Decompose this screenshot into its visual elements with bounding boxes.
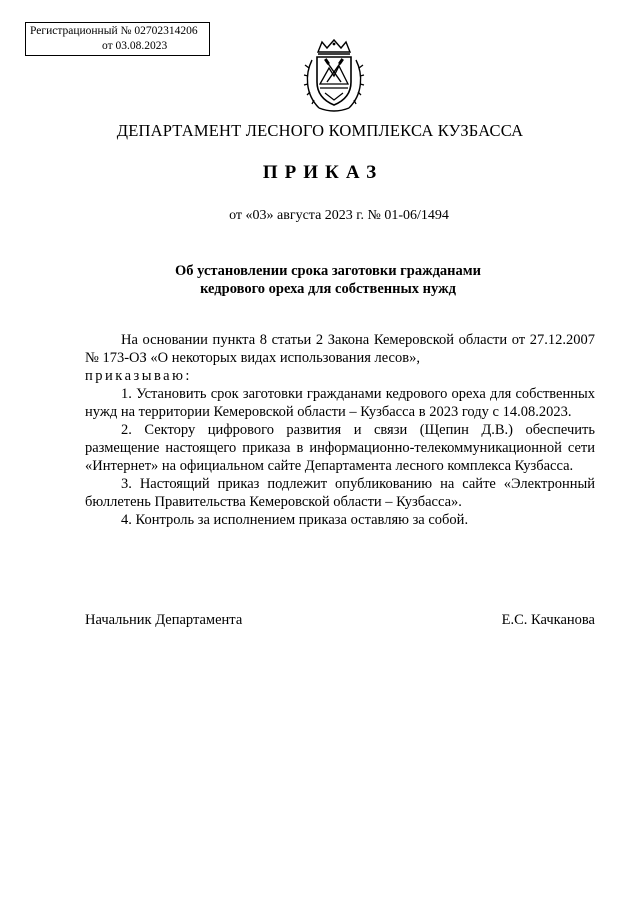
preamble-paragraph <box>85 331 595 385</box>
document-type: ПРИКАЗ <box>262 162 384 183</box>
order-item-2: 2. Сектору цифрового развития и связи (Щепин Д.В.) обеспечить размещение настоящего приказа в информационно-телекоммуникационной сети «Интернет» на официальном сайте Департамента лесного комплекса Кузбасса. <box>85 422 595 474</box>
registration-date: от 03.08.2023 <box>102 40 168 52</box>
order-subject <box>0 262 640 298</box>
order-word-spaced: приказываю: <box>85 368 192 384</box>
department-name: ДЕПАРТАМЕНТ ЛЕСНОГО КОМПЛЕКСА КУЗБАССА <box>116 121 524 140</box>
signature-block <box>85 611 595 629</box>
preamble-text: На основании пункта 8 статьи 2 Закона Кемеровской области от 27.12.2007 № 173-ОЗ «О некоторых видах использования лесов», <box>85 332 595 366</box>
order-body <box>85 331 595 529</box>
registration-number: Регистрационный № 02702314206 <box>30 25 198 37</box>
kuzbass-coat-of-arms-icon <box>303 38 365 114</box>
order-date-number: от «03» августа 2023 г. № 01-06/1494 <box>229 208 449 223</box>
order-item-3: 3. Настоящий приказ подлежит опубликованию на сайте «Электронный бюллетень Правительства Кемеровской области – Кузбасса». <box>85 476 595 510</box>
signatory-position: Начальник Департамента <box>85 612 243 628</box>
registration-stamp <box>25 22 210 56</box>
signatory-name: Е.С. Качканова <box>501 612 595 628</box>
order-item-1: 1. Установить срок заготовки гражданами кедрового ореха для собственных нужд на территории Кемеровской области – Кузбасса в 2023 году с 14.08.2023. <box>85 386 595 420</box>
subject-line-2: кедрового ореха для собственных нужд <box>200 281 456 297</box>
subject-line-1: Об установлении срока заготовки гражданами <box>174 263 482 279</box>
order-item-4: 4. Контроль за исполнением приказа оставляю за собой. <box>121 512 469 528</box>
